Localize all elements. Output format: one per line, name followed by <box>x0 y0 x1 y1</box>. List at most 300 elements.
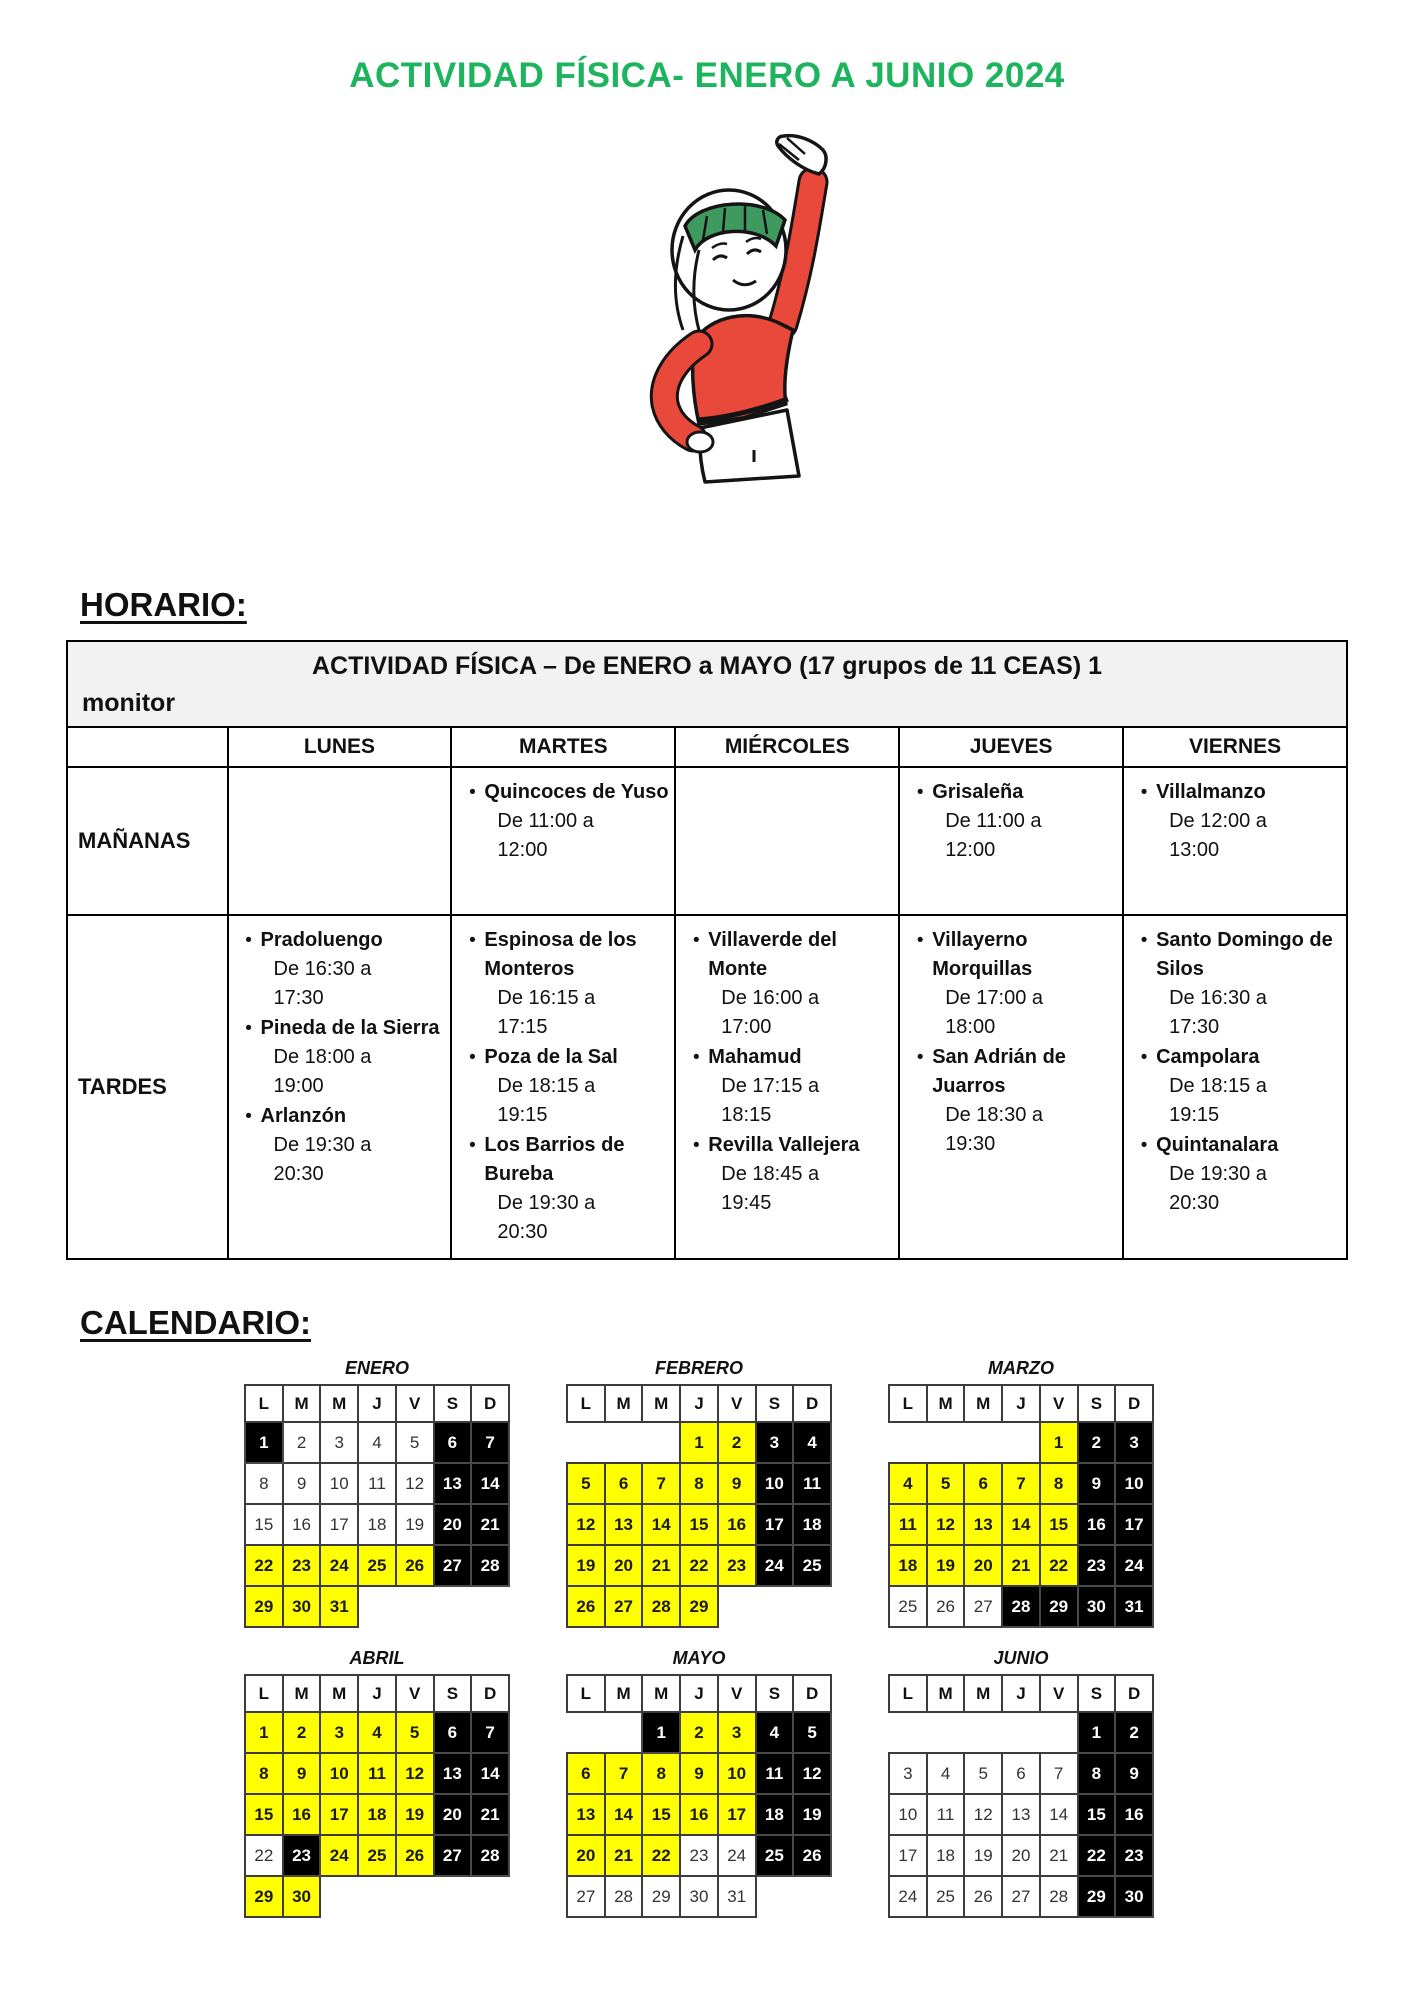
schedule-item-body <box>1156 778 1267 865</box>
calendar-day-cell <box>756 1876 794 1917</box>
time-line: 12:00 <box>945 839 996 861</box>
calendar-week-row <box>889 1876 1153 1917</box>
calendar-week-row <box>889 1712 1153 1753</box>
calendar-day-cell: 5 <box>793 1712 831 1753</box>
time-line: 13:00 <box>1169 839 1220 861</box>
town-name: Pineda de la Sierra <box>260 1017 440 1039</box>
calendar-junio <box>888 1648 1154 1918</box>
calendar-week-row <box>567 1753 831 1794</box>
calendar-day-cell: 19 <box>396 1794 434 1835</box>
page-title: ACTIVIDAD FÍSICA- ENERO A JUNIO 2024 <box>349 56 1065 95</box>
calendar-day-header: D <box>1115 1385 1153 1422</box>
calendar-week-row <box>567 1463 831 1504</box>
calendar-week-row <box>245 1422 509 1463</box>
calendar-day-header: J <box>358 1385 396 1422</box>
calendar-day-cell: 26 <box>396 1835 434 1876</box>
schedule-item <box>1132 1131 1342 1218</box>
schedule-item-body <box>484 1043 617 1130</box>
calendar-day-cell <box>358 1876 396 1917</box>
calendar-day-cell <box>793 1586 831 1627</box>
calendar-day-cell: 28 <box>1040 1876 1078 1917</box>
calendar-day-cell <box>927 1422 965 1463</box>
calendar-week-row <box>889 1753 1153 1794</box>
calendar-day-cell <box>434 1586 472 1627</box>
time-line: De 17:00 a <box>945 987 1044 1009</box>
calendar-day-cell <box>793 1876 831 1917</box>
calendar-day-cell: 31 <box>320 1586 358 1627</box>
time-line: 17:00 <box>721 1016 772 1038</box>
calendar-day-cell: 29 <box>680 1586 718 1627</box>
calendar-day-header: D <box>471 1675 509 1712</box>
calendar-day-cell: 2 <box>680 1712 718 1753</box>
schedule-item <box>684 1043 894 1130</box>
schedule-item <box>908 1043 1118 1159</box>
calendar-day-cell: 4 <box>358 1422 396 1463</box>
calendar-day-cell <box>434 1876 472 1917</box>
calendar-week-row <box>245 1753 509 1794</box>
calendar-day-cell: 6 <box>434 1712 472 1753</box>
calendar-day-header: V <box>396 1385 434 1422</box>
calendar-day-cell: 20 <box>964 1545 1002 1586</box>
bullet-icon: • <box>692 1047 700 1068</box>
time-line: De 16:15 a <box>497 987 596 1009</box>
calendar-month-title: MARZO <box>988 1358 1054 1378</box>
calendar-day-cell: 21 <box>642 1545 680 1586</box>
calendar-week-row <box>889 1835 1153 1876</box>
calendar-day-cell: 22 <box>1078 1835 1116 1876</box>
calendar-month-title: MAYO <box>672 1648 726 1668</box>
bullet-icon: • <box>916 782 924 803</box>
calendar-day-cell: 15 <box>680 1504 718 1545</box>
calendar-day-cell <box>889 1422 927 1463</box>
time-line: De 17:15 a <box>721 1075 820 1097</box>
town-name: Poza de la Sal <box>484 1046 618 1068</box>
calendar-week-row <box>567 1504 831 1545</box>
schedule-cell <box>228 767 452 915</box>
calendar-day-cell: 29 <box>245 1876 283 1917</box>
illustration-container <box>66 98 1348 490</box>
bullet-icon: • <box>245 930 252 951</box>
calendar-day-cell: 9 <box>283 1463 321 1504</box>
calendar-day-cell: 27 <box>964 1586 1002 1627</box>
town-name: Arlanzón <box>260 1105 347 1127</box>
schedule-item-body <box>1156 926 1342 1042</box>
calendar-day-cell: 9 <box>680 1753 718 1794</box>
calendar-day-header: S <box>756 1675 794 1712</box>
time-line: 19:15 <box>1169 1104 1220 1126</box>
calendar-day-header: L <box>889 1675 927 1712</box>
calendar-febrero <box>566 1358 832 1628</box>
raised-hand <box>777 136 826 174</box>
calendar-day-cell: 10 <box>756 1463 794 1504</box>
schedule-cell <box>1123 767 1347 915</box>
calendar-week-row <box>567 1712 831 1753</box>
calendar-day-cell: 1 <box>1078 1712 1116 1753</box>
calendar-day-cell: 4 <box>927 1753 965 1794</box>
calendar-day-cell: 4 <box>358 1712 396 1753</box>
calendar-day-cell: 16 <box>718 1504 756 1545</box>
calendar-day-cell: 18 <box>889 1545 927 1586</box>
town-name: Villayerno Morquillas <box>932 929 1033 980</box>
calendar-day-cell: 27 <box>605 1586 643 1627</box>
calendar-day-cell: 2 <box>1078 1422 1116 1463</box>
calendar-day-cell: 23 <box>1078 1545 1116 1586</box>
calendar-mayo <box>566 1648 832 1918</box>
calendar-table <box>244 1384 510 1628</box>
calendar-day-cell: 6 <box>434 1422 472 1463</box>
calendar-day-cell: 13 <box>605 1504 643 1545</box>
calendar-day-cell: 25 <box>927 1876 965 1917</box>
calendar-week-row <box>889 1504 1153 1545</box>
calendar-day-cell: 13 <box>434 1753 472 1794</box>
calendar-day-cell <box>358 1586 396 1627</box>
schedule-row <box>67 915 1347 1259</box>
calendar-day-header: M <box>283 1675 321 1712</box>
calendar-week-row <box>245 1794 509 1835</box>
town-name: Revilla Vallejera <box>708 1134 860 1156</box>
calendar-day-cell: 1 <box>245 1712 283 1753</box>
calendar-day-cell: 11 <box>889 1504 927 1545</box>
calendar-day-cell: 15 <box>1078 1794 1116 1835</box>
calendar-table <box>244 1674 510 1918</box>
time-line: 17:30 <box>1169 1016 1220 1038</box>
calendar-day-cell: 1 <box>680 1422 718 1463</box>
town-name: Pradoluengo <box>260 929 383 951</box>
calendar-day-cell <box>605 1712 643 1753</box>
calendar-day-cell: 24 <box>1115 1545 1153 1586</box>
time-line: 18:15 <box>721 1104 772 1126</box>
calendar-day-cell: 17 <box>889 1835 927 1876</box>
calendar-day-cell: 12 <box>964 1794 1002 1835</box>
calendar-week-row <box>567 1876 831 1917</box>
calendar-day-cell: 15 <box>642 1794 680 1835</box>
calendar-day-cell <box>756 1586 794 1627</box>
calendar-day-cell: 13 <box>964 1504 1002 1545</box>
town-name: Quincoces de Yuso <box>484 781 669 803</box>
calendar-day-cell: 30 <box>283 1876 321 1917</box>
calendar-day-header: D <box>793 1385 831 1422</box>
calendar-day-header: S <box>756 1385 794 1422</box>
time-line: 19:30 <box>945 1133 996 1155</box>
schedule-item-body <box>932 778 1041 865</box>
calendar-day-cell: 11 <box>793 1463 831 1504</box>
torso <box>693 316 793 424</box>
schedule-item <box>684 926 894 1042</box>
calendar-abril <box>244 1648 510 1918</box>
calendar-day-header: D <box>793 1675 831 1712</box>
town-name: Santo Domingo de Silos <box>1156 929 1333 980</box>
calendar-day-cell: 18 <box>358 1794 396 1835</box>
calendar-week-row <box>567 1586 831 1627</box>
schedule-item-body <box>1156 1043 1267 1130</box>
bullet-icon: • <box>1140 1047 1148 1068</box>
calendar-day-cell: 10 <box>320 1463 358 1504</box>
calendar-day-cell: 13 <box>434 1463 472 1504</box>
town-name: Espinosa de los Monteros <box>484 929 637 980</box>
calendar-header-row <box>245 1385 509 1422</box>
calendar-day-header: M <box>320 1385 358 1422</box>
calendar-day-cell: 12 <box>793 1753 831 1794</box>
calendar-day-cell: 22 <box>642 1835 680 1876</box>
calendar-day-cell: 23 <box>680 1835 718 1876</box>
schedule-item <box>684 1131 894 1218</box>
calendar-day-cell <box>927 1712 965 1753</box>
calendar-day-cell: 20 <box>434 1504 472 1545</box>
calendar-week-row <box>245 1504 509 1545</box>
schedule-item-body <box>484 1131 670 1247</box>
calendar-week-row <box>245 1586 509 1627</box>
calendar-day-cell: 19 <box>964 1835 1002 1876</box>
calendar-month-title: JUNIO <box>993 1648 1049 1668</box>
calendar-day-header: D <box>1115 1675 1153 1712</box>
bullet-icon: • <box>245 1106 252 1127</box>
schedule-cell <box>451 767 675 915</box>
calendar-day-cell: 31 <box>718 1876 756 1917</box>
calendar-day-cell: 23 <box>718 1545 756 1586</box>
calendar-day-header: J <box>680 1385 718 1422</box>
calendar-marzo <box>888 1358 1154 1628</box>
calendar-month-title: FEBRERO <box>654 1358 743 1378</box>
calendar-day-cell: 20 <box>605 1545 643 1586</box>
calendar-day-header: J <box>1002 1385 1040 1422</box>
schedule-item-body <box>1156 1131 1278 1218</box>
calendar-day-header: V <box>396 1675 434 1712</box>
schedule-item-body <box>932 1043 1118 1159</box>
schedule-item-body <box>261 926 383 1013</box>
calendar-day-cell <box>471 1876 509 1917</box>
calendar-month-title: ABRIL <box>349 1648 405 1668</box>
calendar-day-cell: 15 <box>245 1794 283 1835</box>
calendar-day-cell: 25 <box>756 1835 794 1876</box>
bullet-icon: • <box>692 1135 700 1156</box>
calendar-day-cell: 9 <box>1078 1463 1116 1504</box>
calendar-day-cell: 8 <box>245 1463 283 1504</box>
calendar-day-header: M <box>642 1385 680 1422</box>
calendar-day-cell: 7 <box>471 1712 509 1753</box>
town-name: Villalmanzo <box>1156 781 1266 803</box>
bullet-icon: • <box>916 930 924 951</box>
time-line: 18:00 <box>945 1016 996 1038</box>
bullet-icon: • <box>245 1018 252 1039</box>
calendar-day-cell: 24 <box>320 1545 358 1586</box>
calendar-day-cell: 27 <box>1002 1876 1040 1917</box>
time-line: De 16:30 a <box>273 958 372 980</box>
calendar-day-cell <box>567 1422 605 1463</box>
calendar-day-cell: 7 <box>1040 1753 1078 1794</box>
time-line: De 19:30 a <box>497 1192 596 1214</box>
bullet-icon: • <box>1140 930 1148 951</box>
calendar-table <box>888 1674 1154 1918</box>
calendar-day-cell: 5 <box>927 1463 965 1504</box>
calendar-day-cell: 3 <box>320 1712 358 1753</box>
calendar-day-cell: 12 <box>927 1504 965 1545</box>
calendar-day-header: M <box>927 1385 965 1422</box>
schedule-title-text: ACTIVIDAD FÍSICA – De ENERO a MAYO (17 grupos de 11 CEAS) 1 <box>312 652 1102 680</box>
calendar-day-cell: 25 <box>358 1835 396 1876</box>
calendar-day-cell: 22 <box>245 1835 283 1876</box>
calendar-day-cell: 29 <box>245 1586 283 1627</box>
calendar-day-cell: 18 <box>927 1835 965 1876</box>
calendar-header-row <box>889 1385 1153 1422</box>
calendar-day-cell: 4 <box>793 1422 831 1463</box>
calendar-day-cell: 18 <box>358 1504 396 1545</box>
calendar-day-cell: 28 <box>471 1545 509 1586</box>
schedule-day-header: MARTES <box>451 727 675 767</box>
time-line: De 12:00 a <box>1169 810 1267 832</box>
calendar-enero <box>244 1358 510 1628</box>
calendar-day-cell: 26 <box>396 1545 434 1586</box>
calendario-heading: CALENDARIO: <box>80 1304 311 1341</box>
calendar-day-cell: 14 <box>605 1794 643 1835</box>
calendar-day-header: S <box>434 1675 472 1712</box>
calendar-day-cell: 27 <box>434 1835 472 1876</box>
calendar-day-cell <box>718 1586 756 1627</box>
time-line: 17:15 <box>497 1016 548 1038</box>
schedule-cell <box>228 915 452 1259</box>
time-line: De 16:00 a <box>721 987 820 1009</box>
calendar-day-cell: 10 <box>718 1753 756 1794</box>
calendar-day-header: L <box>567 1385 605 1422</box>
schedule-item-body <box>261 1102 372 1189</box>
bullet-icon: • <box>469 782 476 803</box>
calendar-day-cell: 22 <box>1040 1545 1078 1586</box>
calendar-day-header: M <box>605 1385 643 1422</box>
calendar-day-cell: 5 <box>396 1712 434 1753</box>
calendar-day-header: S <box>434 1385 472 1422</box>
calendar-day-cell: 16 <box>1115 1794 1153 1835</box>
calendar-day-cell: 2 <box>1115 1712 1153 1753</box>
time-line: De 18:30 a <box>945 1104 1044 1126</box>
schedule-row-label: MAÑANAS <box>67 767 228 915</box>
calendar-day-cell: 3 <box>320 1422 358 1463</box>
time-line: De 18:45 a <box>721 1163 820 1185</box>
calendar-day-cell: 24 <box>718 1835 756 1876</box>
schedule-item-body <box>932 926 1118 1042</box>
schedule-day-header: MIÉRCOLES <box>675 727 899 767</box>
calendar-day-cell: 2 <box>283 1422 321 1463</box>
calendar-day-cell: 15 <box>1040 1504 1078 1545</box>
calendar-day-header: V <box>718 1675 756 1712</box>
bullet-icon: • <box>916 1047 924 1068</box>
calendar-day-cell: 28 <box>642 1586 680 1627</box>
schedule-corner-cell <box>67 727 228 767</box>
calendar-week-row <box>245 1876 509 1917</box>
calendar-day-header: J <box>1002 1675 1040 1712</box>
schedule-item-body <box>708 926 894 1042</box>
calendar-day-cell: 7 <box>642 1463 680 1504</box>
stretching-person-illustration <box>542 98 872 488</box>
calendar-day-cell: 17 <box>1115 1504 1153 1545</box>
calendar-day-cell <box>471 1586 509 1627</box>
calendar-header-row <box>889 1675 1153 1712</box>
calendar-day-cell: 30 <box>283 1586 321 1627</box>
calendar-header-row <box>567 1385 831 1422</box>
bullet-icon: • <box>469 1135 476 1156</box>
calendar-day-cell: 10 <box>320 1753 358 1794</box>
calendar-day-header: M <box>964 1385 1002 1422</box>
calendar-day-cell: 14 <box>642 1504 680 1545</box>
calendar-day-header: J <box>680 1675 718 1712</box>
time-line: De 16:30 a <box>1169 987 1267 1009</box>
schedule-item <box>908 926 1118 1042</box>
calendar-day-cell: 5 <box>396 1422 434 1463</box>
calendar-day-cell: 21 <box>1040 1835 1078 1876</box>
calendar-day-cell: 19 <box>396 1504 434 1545</box>
calendar-day-cell: 1 <box>245 1422 283 1463</box>
schedule-title-cell <box>67 641 1347 727</box>
schedule-item <box>460 778 670 865</box>
calendar-day-cell: 19 <box>567 1545 605 1586</box>
calendar-day-cell: 12 <box>396 1753 434 1794</box>
calendar-day-cell: 17 <box>718 1794 756 1835</box>
calendar-day-cell: 1 <box>1040 1422 1078 1463</box>
calendar-day-cell: 8 <box>680 1463 718 1504</box>
calendar-day-header: M <box>605 1675 643 1712</box>
schedule-day-header: LUNES <box>228 727 452 767</box>
calendar-day-cell: 24 <box>889 1876 927 1917</box>
calendar-day-cell <box>605 1422 643 1463</box>
calendar-day-cell: 10 <box>889 1794 927 1835</box>
schedule-table <box>66 640 1348 1260</box>
calendar-day-cell: 25 <box>358 1545 396 1586</box>
town-name: Mahamud <box>708 1046 802 1068</box>
calendar-table <box>566 1674 832 1918</box>
calendar-day-cell: 25 <box>889 1586 927 1627</box>
bullet-icon: • <box>469 1047 476 1068</box>
town-name: Grisaleña <box>932 781 1024 803</box>
calendar-day-cell: 29 <box>1078 1876 1116 1917</box>
schedule-row-label: TARDES <box>67 915 228 1259</box>
calendar-week-row <box>567 1794 831 1835</box>
calendar-day-cell: 29 <box>1040 1586 1078 1627</box>
time-line: De 18:00 a <box>273 1046 372 1068</box>
time-line: De 18:15 a <box>497 1075 596 1097</box>
schedule-row <box>67 767 1347 915</box>
calendar-day-cell <box>964 1712 1002 1753</box>
calendar-day-cell: 18 <box>756 1794 794 1835</box>
calendar-day-cell <box>567 1712 605 1753</box>
calendar-week-row <box>567 1422 831 1463</box>
schedule-cell <box>899 915 1123 1259</box>
hip-hand <box>687 432 713 452</box>
calendar-grid <box>244 1358 1348 1918</box>
calendar-day-cell: 16 <box>1078 1504 1116 1545</box>
schedule-title-monitor: monitor <box>82 689 176 717</box>
calendar-day-cell: 27 <box>434 1545 472 1586</box>
calendar-day-cell: 28 <box>471 1835 509 1876</box>
calendar-week-row <box>889 1586 1153 1627</box>
calendar-day-cell: 26 <box>927 1586 965 1627</box>
town-name: Campolara <box>1156 1046 1260 1068</box>
calendar-header-row <box>567 1675 831 1712</box>
calendar-day-header: V <box>1040 1385 1078 1422</box>
calendar-day-cell <box>1002 1712 1040 1753</box>
calendar-day-header: L <box>889 1385 927 1422</box>
calendar-table <box>888 1384 1154 1628</box>
calendar-day-cell: 4 <box>889 1463 927 1504</box>
schedule-item <box>237 1102 447 1189</box>
schedule-item <box>237 1014 447 1101</box>
schedule-item-body <box>708 1131 859 1218</box>
calendar-day-cell: 19 <box>793 1794 831 1835</box>
calendar-day-cell: 9 <box>718 1463 756 1504</box>
calendar-day-cell: 29 <box>642 1876 680 1917</box>
calendar-day-cell: 13 <box>1002 1794 1040 1835</box>
calendar-day-cell: 2 <box>283 1712 321 1753</box>
time-line: De 11:00 a <box>497 810 594 832</box>
calendar-week-row <box>889 1545 1153 1586</box>
calendar-day-cell: 8 <box>245 1753 283 1794</box>
